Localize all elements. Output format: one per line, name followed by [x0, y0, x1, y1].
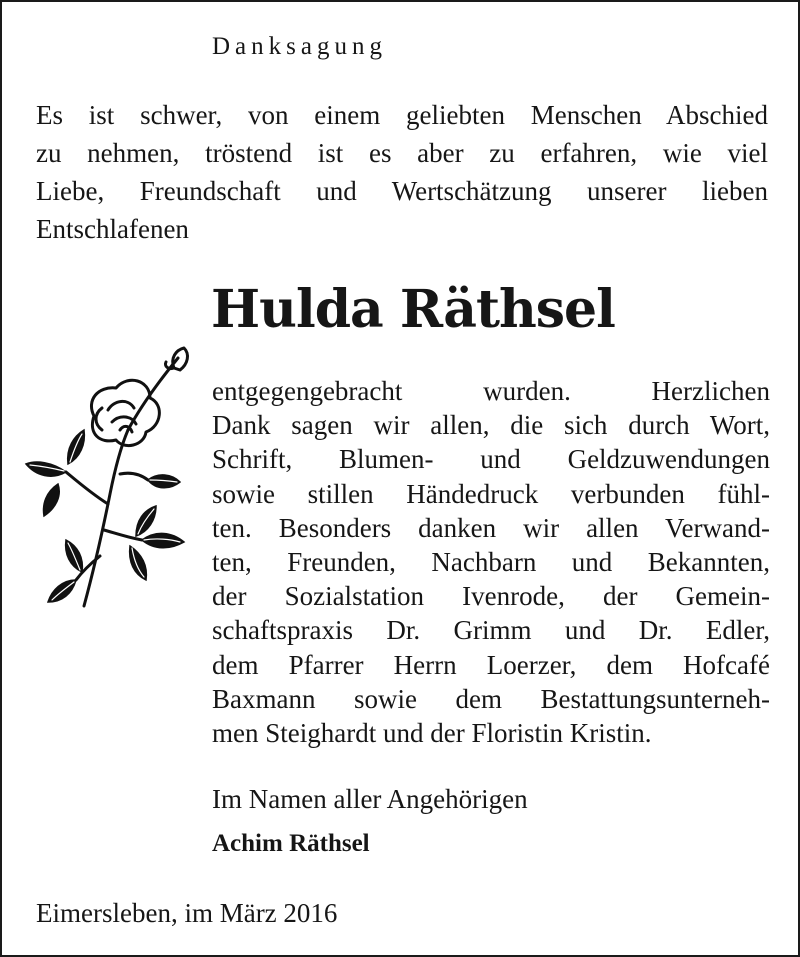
- body-line: ten. Besonders danken wir allen Verwand-: [212, 512, 770, 543]
- place-date: Eimersleben, im März 2016: [36, 898, 338, 928]
- body-line: entgegengebracht wurden. Herzlichen: [212, 376, 770, 406]
- notice-heading: Danksagung: [212, 33, 387, 60]
- closing-line: Im Namen aller Angehörigen: [212, 784, 528, 814]
- intro-line: zu nehmen, tröstend ist es aber zu erfahren, wie viel: [36, 138, 768, 168]
- body-line: sowie stillen Händedruck verbunden fühl-: [212, 478, 770, 509]
- body-line: der Sozialstation Ivenrode, der Gemein-: [212, 581, 770, 612]
- intro-line: Liebe, Freundschaft und Wertschätzung unserer lieben: [36, 176, 768, 206]
- body-line: Baxmann sowie dem Bestattungsunterneh-: [212, 683, 770, 714]
- intro-paragraph: [36, 96, 768, 248]
- body-line: dem Pfarrer Herrn Loerzer, dem Hofcafé: [212, 649, 770, 680]
- body-line: schaftspraxis Dr. Grimm und Dr. Edler,: [212, 615, 770, 646]
- body-line: ten, Freunden, Nachbarn und Bekannten,: [212, 547, 770, 578]
- intro-line: Es ist schwer, von einem geliebten Menschen Abschied: [36, 100, 768, 130]
- deceased-name: Hulda Räthsel: [211, 279, 615, 340]
- intro-line: Entschlafenen: [36, 214, 189, 244]
- body-line: Dank sagen wir allen, die sich durch Wort,: [212, 410, 770, 441]
- thanks-paragraph: [212, 374, 770, 750]
- signer-name: Achim Räthsel: [212, 830, 370, 857]
- body-line: Schrift, Blumen- und Geldzuwendungen: [212, 444, 770, 475]
- rose-icon: [24, 344, 204, 616]
- body-line: men Steighardt und der Floristin Kristin.: [212, 718, 652, 749]
